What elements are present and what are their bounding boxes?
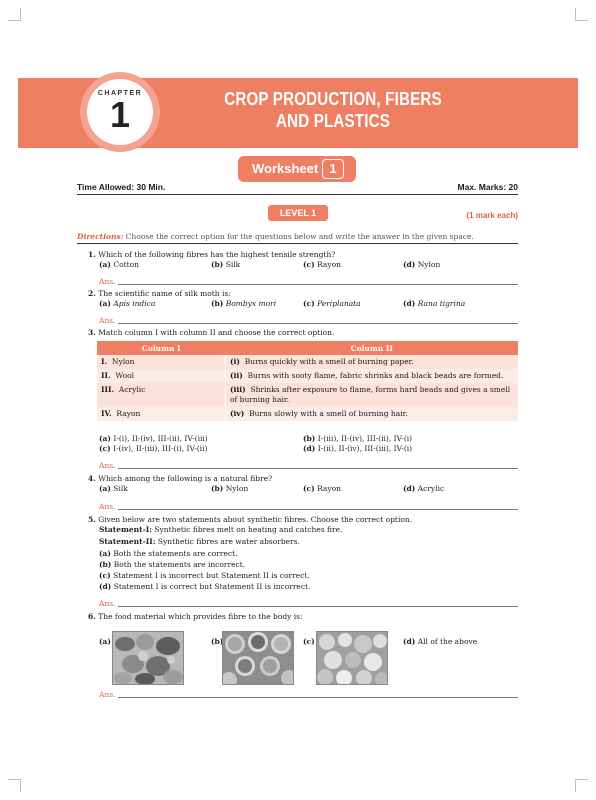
option-key: (a): [99, 484, 111, 493]
option-key: (b): [211, 637, 224, 646]
answer-label: Ans.: [99, 461, 116, 470]
option-key: (b): [99, 560, 112, 569]
grains-bowls-photo: [222, 631, 294, 685]
question-text: Which among the following is a natural fibre?: [98, 474, 273, 483]
table-cell: (iv) Burns slowly with a smell of burning hair.: [226, 407, 519, 421]
directions-label: Directions:: [77, 232, 124, 241]
option-text: Apis indica: [113, 299, 156, 308]
option-text: Silk: [225, 260, 241, 269]
worksheet-badge: [238, 156, 356, 182]
option-text: Nylon: [225, 484, 249, 493]
answer-line[interactable]: [118, 697, 518, 698]
option-key: (a): [99, 549, 111, 558]
divider: [77, 194, 518, 195]
answer-label: Ans.: [99, 690, 116, 699]
option: [303, 637, 315, 646]
option-key: (c): [99, 571, 111, 580]
crop-mark: [575, 779, 588, 792]
table-cell: (i) Burns quickly with a smell of burning paper.: [226, 355, 519, 369]
option: [303, 299, 361, 308]
answer-line[interactable]: [118, 284, 518, 285]
crop-mark: [8, 779, 21, 792]
option: [211, 484, 248, 493]
option-text: Rayon: [317, 260, 341, 269]
fruits-photo: [316, 631, 388, 685]
answer-label: Ans.: [99, 599, 116, 608]
table-cell: I. Nylon: [97, 355, 226, 369]
option: [99, 299, 155, 308]
answer-line[interactable]: [118, 468, 518, 469]
option: [211, 299, 276, 308]
option: [99, 549, 238, 558]
table-cell: IV. Rayon: [97, 407, 226, 421]
option-key: (c): [303, 260, 315, 269]
marks-each: (1 mark each): [466, 211, 518, 220]
question-3: [88, 328, 334, 337]
option-text: Rayon: [317, 484, 341, 493]
option-key: (a): [99, 260, 111, 269]
question-6: [88, 612, 303, 621]
answer-label: Ans.: [99, 502, 116, 511]
option: [99, 484, 128, 493]
table-row: [97, 383, 518, 407]
question-text: The food material which provides fibre to the body is:: [98, 612, 303, 621]
option: [99, 571, 310, 580]
statement-2: [99, 537, 300, 546]
question-number: 1.: [88, 250, 96, 259]
question-number: 3.: [88, 328, 96, 337]
statement-label: Statement-II:: [99, 537, 156, 546]
option: [211, 260, 240, 269]
worksheet-number: 1: [322, 159, 344, 179]
option-key: (c): [303, 637, 315, 646]
crop-mark: [8, 8, 21, 21]
option-text: I-(ii), II-(iv), III-(iii), IV-(i): [317, 444, 413, 453]
option: [99, 260, 139, 269]
option-key: (a): [99, 434, 111, 443]
question-text: Given below are two statements about synthetic fibres. Choose the correct option.: [98, 515, 413, 524]
question-text: Match column I with column II and choose the correct option.: [98, 328, 335, 337]
option: [303, 444, 412, 453]
option-text: Both the statements are correct.: [113, 549, 238, 558]
chapter-title-line1: CROP PRODUCTION, FIBERS: [224, 88, 442, 109]
chapter-number: 1: [109, 94, 131, 135]
table-cell: II. Wool: [97, 369, 226, 383]
chapter-title: [214, 88, 452, 132]
option-key: (d): [403, 484, 416, 493]
option-text: I-(iii), II-(iv), III-(ii), IV-(i): [317, 434, 413, 443]
time-allowed: Time Allowed: 30 Min.: [77, 182, 166, 192]
question-number: 5.: [88, 515, 96, 524]
question-4: [88, 474, 272, 483]
option-text: Rana tigrina: [417, 299, 466, 308]
question-5: [88, 515, 412, 524]
option-text: All of the above: [417, 637, 478, 646]
option-key: (b): [303, 434, 316, 443]
option: [99, 444, 207, 453]
table-row: [97, 369, 518, 383]
table-row: [97, 407, 518, 421]
table-cell: (iii) Shrinks after exposure to flame, forms hard beads and gives a smell of burning hair.: [226, 383, 519, 407]
question-1: [88, 250, 335, 259]
option-key: (c): [303, 299, 315, 308]
option: [99, 434, 208, 443]
option-key: (d): [303, 444, 316, 453]
max-marks: Max. Marks: 20: [457, 182, 518, 192]
option-key: (d): [403, 260, 416, 269]
worksheet-label: Worksheet: [252, 161, 319, 176]
option-key: (d): [403, 299, 416, 308]
option-text: I-(i), II-(iv), III-(ii), IV-(iii): [113, 434, 208, 443]
column-header: Column I: [97, 341, 226, 355]
option-key: (a): [99, 637, 111, 646]
option-text: Both the statements are incorrect.: [113, 560, 246, 569]
option-text: Nylon: [417, 260, 441, 269]
question-number: 4.: [88, 474, 96, 483]
option-key: (b): [211, 260, 224, 269]
table-row: [97, 355, 518, 369]
chapter-badge: [87, 79, 153, 145]
option-text: Periplanata: [317, 299, 361, 308]
option-text: Silk: [113, 484, 128, 493]
option-key: (b): [211, 299, 224, 308]
option-text: Statement I is incorrect but Statement II is correct.: [113, 571, 310, 580]
answer-label: Ans.: [99, 277, 116, 286]
vegetables-photo: [112, 631, 184, 685]
answer-line[interactable]: [118, 606, 518, 607]
column-header: Column II: [226, 341, 519, 355]
option-key: (d): [99, 582, 112, 591]
level-badge: LEVEL 1: [268, 205, 328, 221]
directions-text: Choose the correct option for the questions below and write the answer in the given space.: [125, 232, 474, 241]
option: [303, 434, 412, 443]
table-cell: III. Acrylic: [97, 383, 226, 407]
option: [303, 484, 341, 493]
option-text: Bombyx mori: [225, 299, 277, 308]
chapter-title-line2: AND PLASTICS: [275, 110, 391, 131]
answer-line[interactable]: [118, 323, 518, 324]
option-key: (a): [99, 299, 111, 308]
option: [403, 637, 477, 646]
option: [403, 299, 465, 308]
option: [99, 582, 310, 591]
option: [99, 560, 245, 569]
option: [303, 260, 341, 269]
answer-line[interactable]: [118, 509, 518, 510]
directions: [77, 232, 474, 241]
option: [99, 637, 111, 646]
option: [403, 260, 440, 269]
statement-label: Statement-I:: [99, 525, 152, 534]
statement-text: Synthetic fibres are water absorbers.: [157, 537, 300, 546]
option-text: Cotton: [113, 260, 139, 269]
option-text: Statement I is correct but Statement II is incorrect.: [113, 582, 311, 591]
question-text: The scientific name of silk moth is:: [98, 289, 231, 298]
question-number: 6.: [88, 612, 96, 621]
option-key: (c): [303, 484, 315, 493]
question-text: Which of the following fibres has the highest tensile strength?: [98, 250, 336, 259]
option-key: (b): [211, 484, 224, 493]
chapter-label: CHAPTER: [97, 90, 143, 97]
statement-text: Synthetic fibres melt on heating and catches fire.: [154, 525, 343, 534]
match-table: [97, 341, 518, 421]
answer-label: Ans.: [99, 316, 116, 325]
option-text: I-(iv), II-(iii), III-(i), IV-(ii): [113, 444, 208, 453]
option-key: (d): [403, 637, 416, 646]
option: [403, 484, 444, 493]
option-text: Acrylic: [417, 484, 445, 493]
divider: [77, 243, 518, 244]
statement-1: [99, 525, 342, 534]
option-key: (c): [99, 444, 111, 453]
question-2: [88, 289, 231, 298]
crop-mark: [575, 8, 588, 21]
question-number: 2.: [88, 289, 96, 298]
table-cell: (ii) Burns with sooty flame, fabric shrinks and black beads are formed.: [226, 369, 519, 383]
